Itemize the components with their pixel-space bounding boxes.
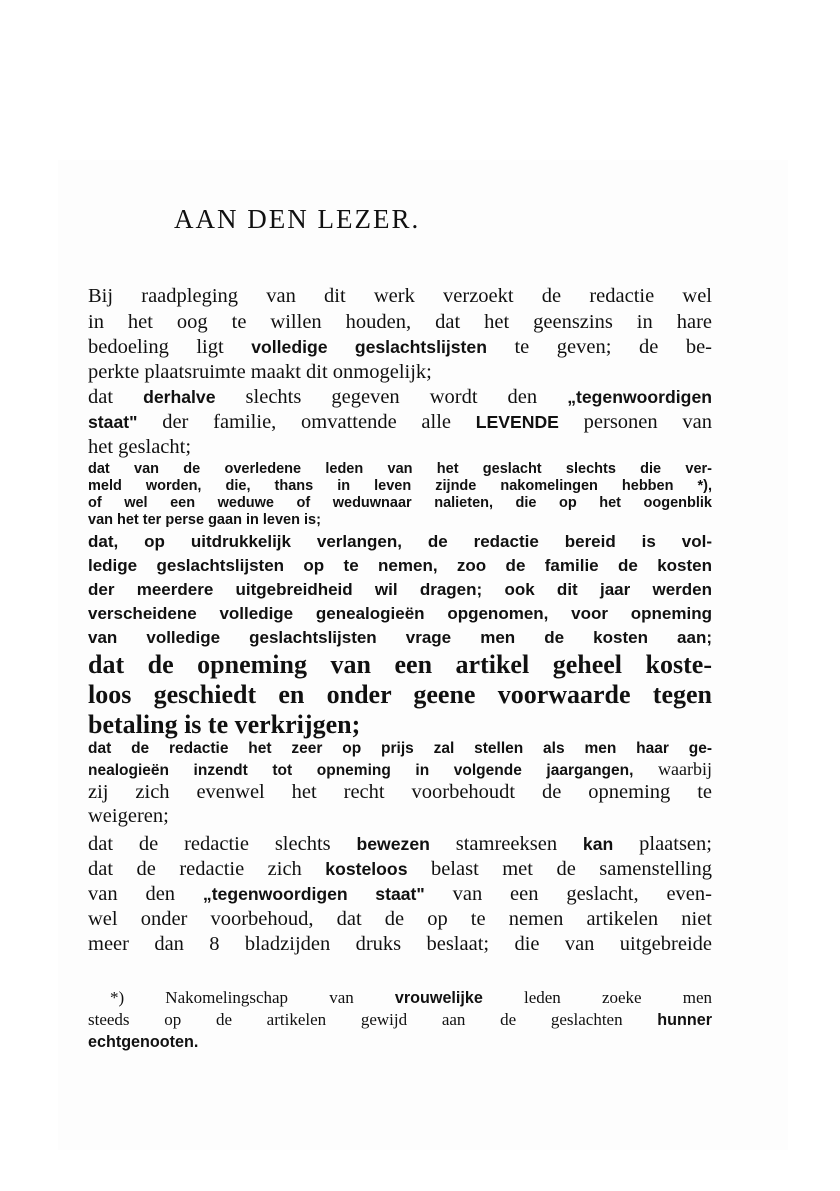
emphasis: „tegenwoordigen [567,387,712,407]
page-title: AAN DEN LEZER. [174,204,421,234]
text-line: dat van de overledene leden van het geslacht slechts die ver- [88,461,712,477]
text-line: zij zich evenwel het recht voorbehoudt de opneming te [88,781,712,803]
footnote-line: *) Nakomelingschap van vrouwelijke leden zoeke men [110,988,713,1007]
text-line: staat" der familie, omvattende alle LEVENDE personen van [88,411,712,433]
text-line: ledige geslachtslijsten op te nemen, zoo de familie de kosten [88,556,712,575]
emphasis: echtgenooten. [88,1033,199,1051]
text-line: der meerdere uitgebreidheid wil dragen; ook dit jaar werden [88,580,712,599]
emphasis: LEVENDE [475,412,559,432]
text-line: van volledige geslachtslijsten vrage men de kosten aan; [88,628,712,647]
text-line: dat de redactie zich kosteloos belast met de samenstelling [88,858,712,880]
text-line: Bij raadpleging van dit werk verzoekt de redactie wel [88,285,712,307]
text-line: of wel een weduwe of weduwnaar nalieten, die op het oogenblik [88,495,712,511]
text-line: perkte plaatsruimte maakt dit onmogelijk; [88,361,432,383]
emphasis: „tegenwoordigen staat" [202,884,425,904]
text-line: betaling is te verkrijgen; [88,710,361,739]
text-line: nealogieën inzendt tot opneming in volgende jaargangen, waarbij [88,759,712,779]
text-line: het geslacht; [88,436,192,458]
emphasis: kosteloos [325,859,408,879]
text-line: dat de redactie slechts bewezen stamreeksen kan plaatsen; [88,833,712,855]
text-line: van den „tegenwoordigen staat" van een geslacht, even- [88,883,712,905]
text-line: dat, op uitdrukkelijk verlangen, de redactie bereid is vol- [88,532,712,551]
emphasis: derhalve [143,387,216,407]
text-line: dat de redactie het zeer op prijs zal stellen als men haar ge- [88,740,712,757]
text-line: loos geschiedt en onder geene voorwaarde tegen [88,680,712,709]
text-line: dat derhalve slechts gegeven wordt den „tegenwoordigen [88,386,712,408]
text-line: bedoeling ligt volledige geslachtslijsten te geven; de be- [88,336,713,358]
text-line: meld worden, die, thans in leven zijnde nakomelingen hebben *), [88,478,712,494]
emphasis: hunner [657,1011,712,1029]
emphasis: staat" [88,412,138,432]
text-line: in het oog te willen houden, dat het geenszins in hare [88,311,712,333]
emphasis: kan [582,834,614,854]
emphasis: vrouwelijke [394,989,483,1007]
emphasis: volledige geslachtslijsten [251,337,487,357]
text-line: wel onder voorbehoud, dat de op te nemen artikelen niet [88,908,712,930]
footnote-line: steeds op de artikelen gewijd aan de geslachten hunner [88,1010,712,1029]
emphasis: bewezen [356,834,430,854]
text-line: dat de opneming van een artikel geheel koste- [88,650,712,679]
text-line: verscheidene volledige genealogieën opgenomen, voor opneming [88,604,712,623]
text-line: van het ter perse gaan in leven is; [88,512,321,528]
text-line: weigeren; [88,805,169,827]
text-line: meer dan 8 bladzijden druks beslaat; die van uitgebreide [88,933,712,955]
footnote-line [88,1032,712,1052]
